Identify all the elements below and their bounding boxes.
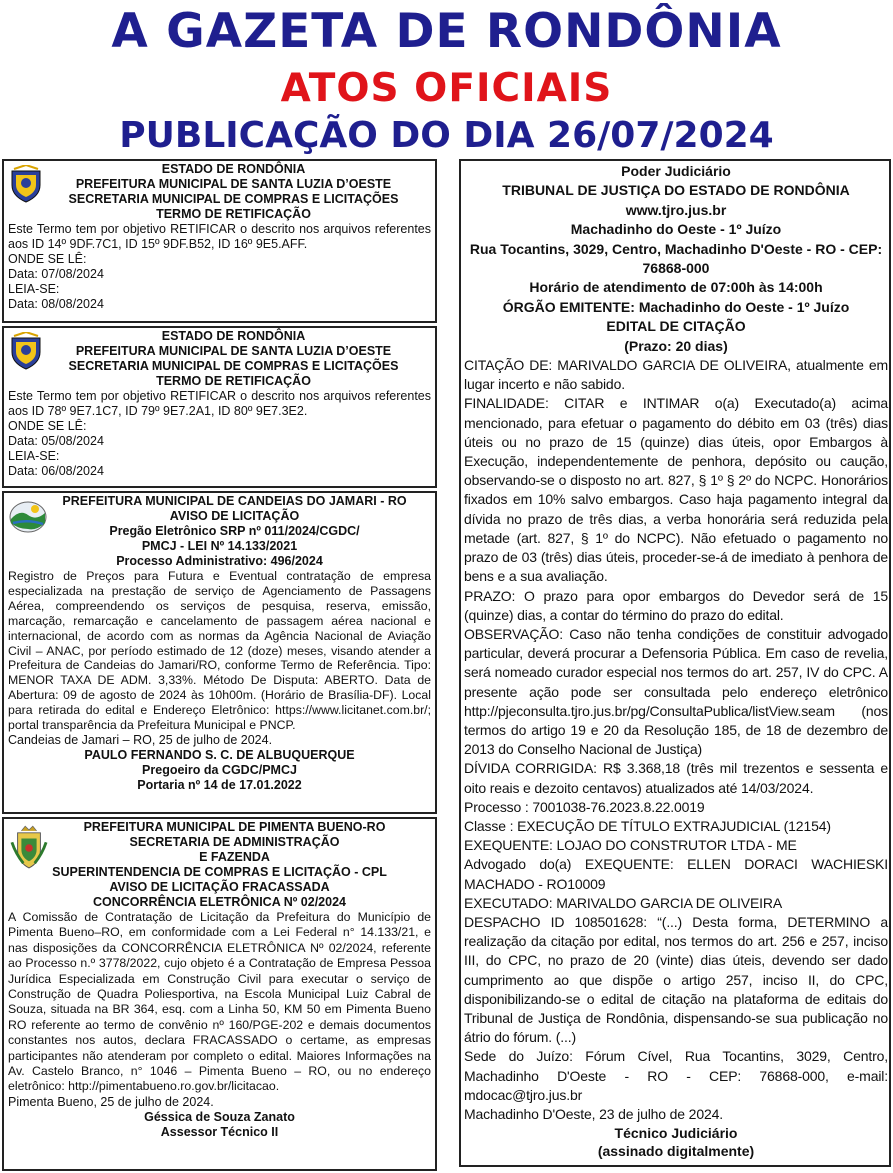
notice-line: Data: 06/08/2024 — [8, 464, 104, 478]
notice-line: LEIA-SE: — [8, 282, 60, 296]
notice-header-line: Poder Judiciário — [621, 163, 731, 179]
notice-header-line: Processo Administrativo: 496/2024 — [116, 554, 323, 568]
notice-header-line: ÓRGÃO EMITENTE: Machadinho do Oeste - 1º Juízo — [502, 298, 850, 315]
notice-header-line: AVISO DE LICITAÇÃO — [169, 509, 300, 523]
notice-paragraph: Advogado do(a) EXEQUENTE: ELLEN DORACI WACHIESKI MACHADO - RO10009 — [464, 856, 888, 892]
notice-pimenta-bueno — [2, 817, 437, 1171]
signature-line: (assinado digitalmente) — [597, 1143, 755, 1160]
notice-line: LEIA-SE: — [8, 449, 60, 463]
notice-header-line: TERMO DE RETIFICAÇÃO — [156, 207, 311, 221]
notice-header-line: SUPERINTENDENCIA DE COMPRAS E LICITAÇÃO - CPL — [52, 865, 387, 879]
coat-of-arms-icon — [8, 332, 44, 370]
notice-paragraph: OBSERVAÇÃO: Caso não tenha condições de constituir advogado particular, deverá procurar a Defensoria Pública. Em caso de revelia, será nomeado curador especial nos termos do art. 257, IV do CPC. A presente ação pode ser consultada pelo endereço eletrônico http://pjeconsulta.tjro.jus.br/pg/ConsultaPublica/listView.seam (nos termos do artigo 19 e 20 da Resolução 185, de 18 de dezembro de 2013 do Conselho Nacional de Justiça) — [464, 625, 888, 758]
notice-santa-luzia-1 — [2, 159, 437, 323]
notice-header-line: TERMO DE RETIFICAÇÃO — [156, 374, 311, 388]
notice-header-line: PREFEITURA MUNICIPAL DE SANTA LUZIA D’OESTE — [75, 344, 392, 358]
notice-header-line: EDITAL DE CITAÇÃO — [606, 318, 746, 335]
notice-header-line: TRIBUNAL DE JUSTIÇA DO ESTADO DE RONDÔNIA — [502, 182, 850, 199]
notice-header-line: CONCORRÊNCIA ELETRÔNICA Nº 02/2024 — [93, 895, 346, 909]
notice-candeias-do-jamari — [2, 491, 437, 814]
notice-line: ONDE SE LÊ: — [8, 252, 87, 266]
notice-paragraph: PRAZO: O prazo para opor embargos do Devedor será de 15 (quinze) dias, a contar do término do prazo do edital. — [464, 587, 888, 623]
notice-line: Data: 07/08/2024 — [8, 267, 104, 281]
notice-line: ONDE SE LÊ: — [8, 419, 87, 433]
notice-paragraph: EXEQUENTE: LOJAO DO CONSTRUTOR LTDA - ME — [464, 837, 797, 854]
notice-header-line: Rua Tocantins, 3029, Centro, Machadinho D'Oeste - RO - CEP: 76868-000 — [469, 240, 883, 277]
signature-line: PAULO FERNANDO S. C. DE ALBUQUERQUE — [84, 747, 355, 762]
notice-tribunal-edital-citacao — [459, 159, 891, 1167]
signature-line: Assessor Técnico II — [160, 1124, 279, 1139]
notice-paragraph: Classe : EXECUÇÃO DE TÍTULO EXTRAJUDICIAL (12154) — [464, 817, 831, 834]
coat-of-arms-icon — [8, 165, 44, 203]
notice-place-date: Candeias de Jamari – RO, 25 de julho de 2024. — [8, 732, 273, 747]
notice-header-line: ESTADO DE RONDÔNIA — [161, 162, 306, 176]
signature-line: Portaria nº 14 de 17.01.2022 — [137, 777, 302, 792]
notice-paragraph: Machadinho D'Oeste, 23 de julho de 2024. — [464, 1105, 723, 1122]
notice-header-line: (Prazo: 20 dias) — [624, 337, 728, 354]
notice-header-line: PREFEITURA MUNICIPAL DE CANDEIAS DO JAMARI - RO — [62, 494, 407, 508]
notice-body: Este Termo tem por objetivo RETIFICAR o descrito nos arquivos referentes aos ID 14º 9DF.7C1, ID 15º 9DF.B52, ID 16º 9E5.AFF. — [8, 222, 431, 251]
notice-header-line: AVISO DE LICITAÇÃO FRACASSADA — [109, 880, 330, 894]
notice-header-line: PMCJ - LEI Nº 14.133/2021 — [141, 539, 298, 553]
notice-body: A Comissão de Contratação de Licitação da Prefeitura do Município de Pimenta Bueno–RO, em conformidade com a Lei Federal n° 14.133/21, e nas disposições da CONCORRÊNCIA ELETRÔNICA Nº 02/2024, referente ao Processo n.º 3778/2022, cujo objeto é a Contratação de Empresa Pessoa Jurídica Especializada em Construção Civil para executar o serviço de Construção de Quadra Poliesportiva, na Escola Municipal Luiz Cabral de Souza, situada na BR 364, esq. com a Linha 50, KM 50 em Pimenta Bueno RO referente ao termo de convênio nº 160/PGE-202 e demais documentos constantes nos autos, declara FRACASSADO o certame, as empresas participantes não atenderam por completo o edital. Maiores Informações na Av. Castelo Branco, n° 1046 – Pimenta Bueno – RO, ou no endereço eletrônico: http://pimentabueno.ro.gov.br/licitacao. — [8, 910, 431, 1094]
notice-header-line: Pregão Eletrônico SRP nº 011/2024/CGDC/ — [109, 524, 360, 538]
notice-paragraph: Sede do Juízo: Fórum Cível, Rua Tocantins, 3029, Centro, Machadinho D'Oeste - RO - CEP: 76868-000, e-mail: mdocac@tjro.jus.br — [464, 1048, 888, 1103]
notice-header-line: ESTADO DE RONDÔNIA — [161, 329, 306, 343]
notice-paragraph: DESPACHO ID 108501628: “(...) Desta forma, DETERMINO a realização da citação por edital, nos termos do art. 256 e 257, inciso III, do CPC, no prazo de 20 (vinte) dias úteis, devendo ser dado cumprimento ao que dispõe o artigo 257, inciso II, do CPC, disponibilizando-se o edital de citação na plataforma de editais do Tribunal de Justiça de Rondônia, dispensando-se sua publicação no átrio do fórum. (...) — [464, 913, 888, 1046]
notice-body: Registro de Preços para Futura e Eventual contratação de empresa especializada na prestação de serviço de Agenciamento de Passagens Aérea, compreendendo os serviços de pesquisa, reserva, emissão, marcação, remarcação e cancelamento de passagem aérea nacional e internacional, de acordo com as normas da Agência Nacional de Aviação Civil – ANAC, por período estimado de 12 (doze) meses, visando atender a Prefeitura de Candeias do Jamari/RO, conforme Termo de Referência. Tipo: MENOR TAXA DE ADM. 3,33%. Método De Disputa: ABERTO. Data de Abertura: 09 de agosto de 2024 às 10h00m. (Horário de Brasília-DF). Local para retirada do edital e Endereço Eletrônico: https://www.licitanet.com.br/; portal transparência da Prefeitura Municipal e PNCP. — [8, 569, 431, 733]
notice-paragraph: EXECUTADO: MARIVALDO GARCIA DE OLIVEIRA — [464, 894, 783, 911]
notice-header-line: Machadinho do Oeste - 1º Juízo — [570, 221, 782, 238]
notice-paragraph: CITAÇÃO DE: MARIVALDO GARCIA DE OLIVEIRA, atualmente em lugar incerto e não sabido. — [464, 357, 888, 393]
section-title: ATOS OFICIAIS — [280, 66, 613, 111]
masthead — [0, 0, 893, 160]
notice-line: Data: 08/08/2024 — [8, 297, 104, 311]
municipal-emblem-icon — [8, 499, 48, 535]
notice-line: Data: 05/08/2024 — [8, 434, 104, 448]
notice-header-line: E FAZENDA — [199, 850, 270, 864]
municipal-emblem-icon — [10, 825, 48, 871]
notice-header-line: SECRETARIA MUNICIPAL DE COMPRAS E LICITAÇÕES — [68, 359, 399, 373]
notice-header-line: Horário de atendimento de 07:00h às 14:00h — [529, 279, 823, 296]
notice-header-line: SECRETARIA DE ADMINISTRAÇÃO — [129, 835, 340, 849]
publication-date: PUBLICAÇÃO DO DIA 26/07/2024 — [119, 115, 774, 156]
signature-line: Pregoeiro da CGDC/PMCJ — [142, 762, 297, 777]
notice-header-line: www.tjro.jus.br — [625, 201, 727, 218]
signature-line: Técnico Judiciário — [614, 1125, 738, 1142]
notice-place-date: Pimenta Bueno, 25 de julho de 2024. — [8, 1094, 214, 1109]
notice-santa-luzia-2 — [2, 326, 437, 488]
notice-paragraph: Processo : 7001038-76.2023.8.22.0019 — [464, 798, 705, 815]
notice-header-line: SECRETARIA MUNICIPAL DE COMPRAS E LICITAÇÕES — [68, 192, 399, 206]
notice-paragraph: DÍVIDA CORRIGIDA: R$ 3.368,18 (três mil trezentos e sessenta e oito reais e dezoito centavos) atualizados até 14/03/2024. — [464, 760, 888, 796]
signature-line: Géssica de Souza Zanato — [144, 1109, 295, 1124]
notice-header-line: PREFEITURA MUNICIPAL DE PIMENTA BUENO-RO — [83, 820, 386, 834]
notice-paragraph: FINALIDADE: CITAR e INTIMAR o(a) Executado(a) acima mencionado, para efetuar o pagamento do débito em 03 (três) dias úteis ou no prazo de 15 (quinze) dias úteis, opor Embargos à Execução, independentemente de penhora, depósito ou caução, observando-se o disposto no art. 827, § 1º § 2º do NCPC. Honorários fixados em 10% salvo embargos. Caso haja pagamento integral da dívida no prazo de três dias, a verba honorária será reduzida pela metade (art. 827, § 1º do NCPC). Não efetuado o pagamento no prazo de 03 (três) dias úteis, proceder-se-á de imediato à penhora de bens e a sua avaliação. — [464, 395, 888, 585]
notice-body: Este Termo tem por objetivo RETIFICAR o descrito nos arquivos referentes aos ID 78º 9E7.1C7, ID 79º 9E7.2A1, ID 80º 9E7.3E2. — [8, 389, 431, 418]
notice-header-line: PREFEITURA MUNICIPAL DE SANTA LUZIA D’OESTE — [75, 177, 392, 191]
newspaper-title: A GAZETA DE RONDÔNIA — [111, 4, 782, 59]
